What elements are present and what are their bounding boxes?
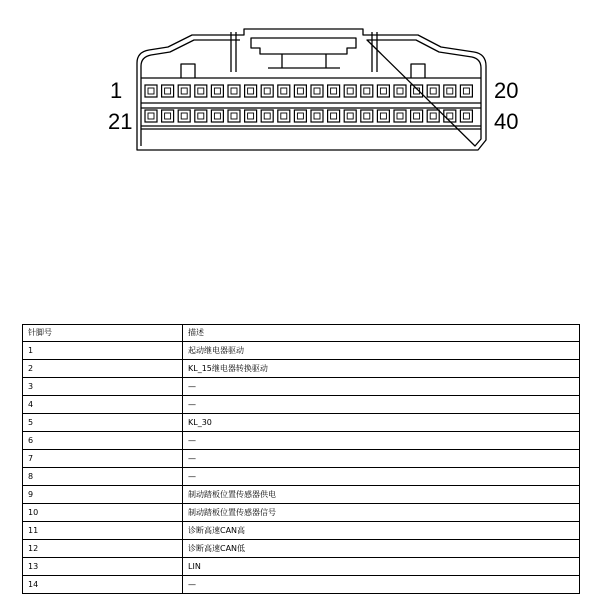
pin-cavity-inner [347,88,353,94]
pin-number-cell: 9 [23,486,183,504]
pin-cavity [444,110,456,122]
pin-cavity [444,85,456,97]
pin-cavity [162,110,174,122]
pin-cavity-inner [264,88,270,94]
pin-cavity-inner [364,88,370,94]
pin-cavity [361,85,373,97]
pin-description-cell: LIN [183,558,580,576]
pin-cavity-inner [181,113,187,119]
pin-cavity-inner [248,88,254,94]
pin-number-cell: 2 [23,360,183,378]
pin-definition-table [22,324,580,594]
pin-cavity [245,85,257,97]
pin-cavity [344,85,356,97]
table-row [23,468,580,486]
pin-cavity [278,110,290,122]
pin-cavity-inner [198,113,204,119]
pin-cavity-inner [314,88,320,94]
pin-cavity [278,85,290,97]
table-row [23,486,580,504]
table-row [23,342,580,360]
pin-cavity [195,85,207,97]
pin-cavity [178,85,190,97]
pin-cavity-inner [397,113,403,119]
pin-description-cell: — [183,432,580,450]
pin-cavity [261,85,273,97]
pin-number-cell: 14 [23,576,183,594]
pin-cavity-inner [214,113,220,119]
pin-cavity-inner [397,88,403,94]
pin-cavity [460,85,472,97]
pin-description-cell: — [183,576,580,594]
pin-cavity-inner [331,88,337,94]
pin-cavity [328,85,340,97]
pin-cavity-inner [380,113,386,119]
pin-number-cell: 7 [23,450,183,468]
pin-description-cell: — [183,450,580,468]
pin-cavity-inner [281,113,287,119]
pin-cavity-inner [430,113,436,119]
pin-cavity [211,85,223,97]
pin-cavity-inner [148,113,154,119]
table-row [23,504,580,522]
table-row [23,558,580,576]
pin-cavity-inner [148,88,154,94]
pin-cavity [377,85,389,97]
pin-number-cell: 11 [23,522,183,540]
pin-cavity-inner [248,113,254,119]
pin-cavity-inner [347,113,353,119]
pin-cavity-inner [198,88,204,94]
table-row [23,522,580,540]
pin-cavity [427,110,439,122]
pin-cavity [261,110,273,122]
pin-cavity [311,85,323,97]
pin-cavity-inner [281,88,287,94]
pin-cavity-inner [463,113,469,119]
pin-description-cell: 诊断高速CAN低 [183,540,580,558]
pin-cavity [411,110,423,122]
pin-label-40: 40 [494,109,519,134]
pin-cavity-inner [214,88,220,94]
pin-label-1: 1 [110,78,123,103]
pin-cavity-inner [165,88,171,94]
pin-label-21: 21 [108,109,133,134]
pin-description-cell: 诊断高速CAN高 [183,522,580,540]
header-pin-number: 针脚号 [23,325,183,342]
header-description: 描述 [183,325,580,342]
pin-cavity [394,110,406,122]
table-row [23,540,580,558]
pin-number-cell: 3 [23,378,183,396]
pin-cavity [211,110,223,122]
table-row [23,576,580,594]
pin-cavity-inner [364,113,370,119]
pin-number-cell: 1 [23,342,183,360]
table-row [23,396,580,414]
pin-cavity-inner [264,113,270,119]
pin-description-cell: — [183,468,580,486]
table-row [23,450,580,468]
pin-cavity [294,110,306,122]
pin-cavity-inner [447,113,453,119]
pin-cavity [377,110,389,122]
pin-number-cell: 8 [23,468,183,486]
pin-cavity-inner [447,88,453,94]
pin-cavity [361,110,373,122]
pin-number-cell: 4 [23,396,183,414]
pin-cavity [460,110,472,122]
pin-number-cell: 13 [23,558,183,576]
table-row [23,360,580,378]
pin-description-cell: — [183,396,580,414]
pin-description-cell: 制动踏板位置传感器供电 [183,486,580,504]
pin-cavity [344,110,356,122]
pin-cavity [294,85,306,97]
pin-cavity-inner [430,88,436,94]
pin-cavity-inner [165,113,171,119]
table-row [23,432,580,450]
pin-description-cell: 起动继电器驱动 [183,342,580,360]
pin-description-cell: 制动踏板位置传感器信号 [183,504,580,522]
pin-cavity-inner [463,88,469,94]
pin-description-cell: — [183,378,580,396]
pin-number-cell: 6 [23,432,183,450]
pin-cavity [145,85,157,97]
table-row [23,414,580,432]
pin-cavity [411,85,423,97]
pin-cavity-inner [231,113,237,119]
pin-cavity [245,110,257,122]
pin-cavity-inner [380,88,386,94]
pin-cavity-inner [181,88,187,94]
pin-cavity [145,110,157,122]
pin-label-20: 20 [494,78,519,103]
pin-description-cell: KL_30 [183,414,580,432]
pin-cavity [228,85,240,97]
pin-number-cell: 12 [23,540,183,558]
pin-cavity [195,110,207,122]
pin-number-cell: 5 [23,414,183,432]
pin-cavity [328,110,340,122]
pin-cavity-inner [231,88,237,94]
pin-cavity-inner [297,88,303,94]
pin-cavity [311,110,323,122]
pin-cavity [394,85,406,97]
table-header-row [23,325,580,342]
pin-cavity [228,110,240,122]
pin-cavity [427,85,439,97]
pin-cavity-inner [414,113,420,119]
pin-description-cell: KL_15继电器转换驱动 [183,360,580,378]
pin-cavity [162,85,174,97]
pin-cavity [178,110,190,122]
table-row [23,378,580,396]
pin-number-cell: 10 [23,504,183,522]
pin-cavity-inner [314,113,320,119]
pin-cavity-inner [297,113,303,119]
pin-cavity-inner [331,113,337,119]
